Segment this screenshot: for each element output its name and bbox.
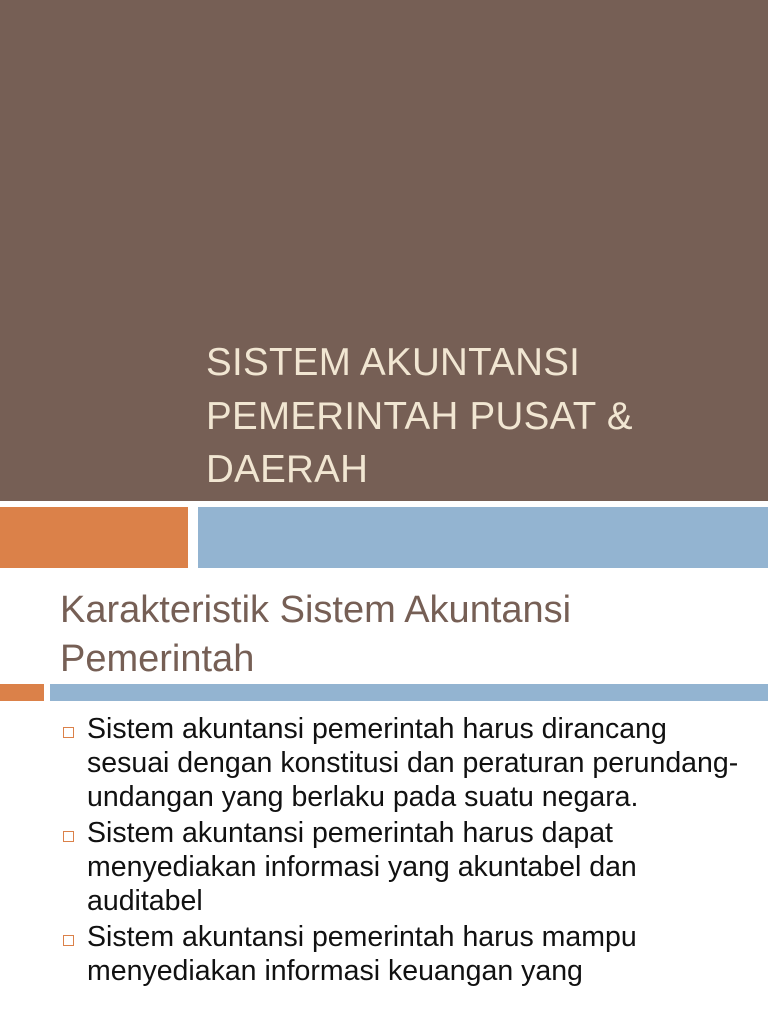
heading-divider-blue (50, 684, 768, 701)
bullet-text: Sistem akuntansi pemerintah harus dapat menyediakan informasi yang akuntabel dan auditabel (87, 817, 637, 917)
bullet-text: Sistem akuntansi pemerintah harus dirancang sesuai dengan konstitusi dan peraturan perundang-undangan yang berlaku pada suatu negara. (87, 713, 739, 813)
title-slide-heading: SISTEM AKUNTANSI PEMERINTAH PUSAT & DAERAH (206, 341, 633, 491)
hollow-square-bullet-icon (63, 935, 74, 946)
bullet-list (0, 712, 768, 990)
hollow-square-bullet-icon (63, 727, 74, 738)
content-slide-heading: Karakteristik Sistem Akuntansi Pemerintah (60, 589, 572, 680)
heading-divider-orange (0, 684, 44, 701)
accent-band-blue (198, 507, 768, 568)
title-slide-panel (0, 0, 768, 501)
list-item (0, 712, 768, 814)
hollow-square-bullet-icon (63, 831, 74, 842)
accent-band-orange (0, 507, 188, 568)
list-item (0, 816, 768, 918)
list-item (0, 920, 768, 988)
bullet-text: Sistem akuntansi pemerintah harus mampu menyediakan informasi keuangan yang (87, 921, 637, 987)
